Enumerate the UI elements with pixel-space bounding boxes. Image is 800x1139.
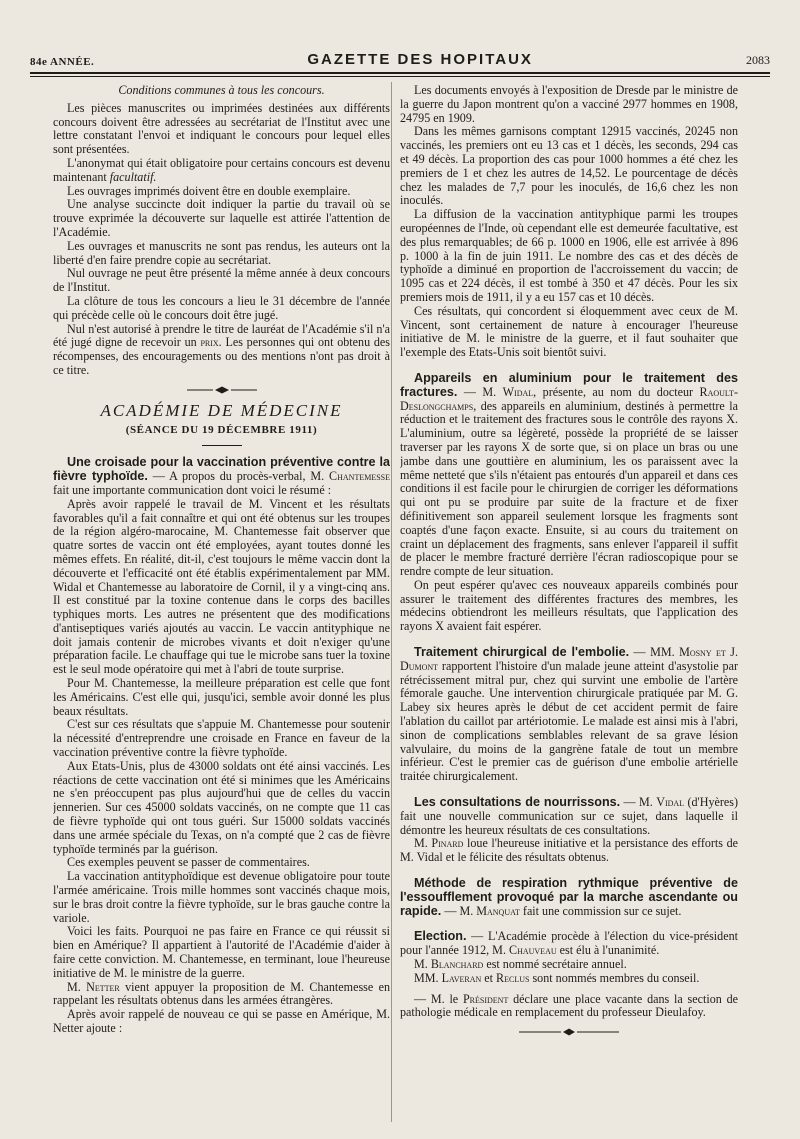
paragraph: Une analyse succincte doit indiquer la partie du travail où se trouve exprimée la découverte sur laquelle est attirée l'attention de l'Académie. xyxy=(53,197,390,239)
paragraph: Après avoir rappelé le travail de M. Vincent et les résultats favorables qu'il a fait connaître et qui ont été obtenus sur les troupes de la région algéro-marocaine, M. Chantemesse fait observer que quatre sortes de vaccin ont été employées, ayant toutes donné les mêmes effets. En réalité, dit-il, c'est toujours le même vaccin dont la découverte et l'efficacité ont été établis expérimentalement par MM. Widal et Chantemesse au laboratoire de Cornil, il y a vingt-cinq ans. Il est constitué par la toxine contenue dans le corps des bacilles typhiques morts. Les autres ne présentent que des modifications d'antiseptiques variés ajoutés au vaccin. Le vaccin antityphique ne doit jamais contenir de microbes vivants et doit n'exiger qu'une préparation facile. Le chauffage qui tue le microbe sans tuer la toxine est le seul mode opératoire qui met à l'abri de toute surprise. xyxy=(53,496,390,677)
paragraph xyxy=(400,993,738,1021)
text: — MM. xyxy=(629,645,680,660)
text: L'anonymat qui était obligatoire pour certains concours est devenu maintenant xyxy=(53,155,390,184)
text: est nommé secrétaire annuel. xyxy=(483,957,627,972)
paragraph xyxy=(53,323,390,378)
text: — M. xyxy=(620,795,657,810)
page-header xyxy=(30,44,770,68)
text: et xyxy=(481,970,497,985)
text: vient appuyer la proposition de M. Chantemesse en rappelant les résultats obtenus dans les armées étrangères. xyxy=(53,979,390,1008)
paragraph xyxy=(53,157,390,185)
right-column xyxy=(400,84,738,1124)
text: fait une importante communication dont voici le résumé : xyxy=(53,482,332,497)
text: rapportent l'histoire d'un malade jeune atteint d'asystolie par rétrécissement mitral pur, chez qui survint une embolie de l'artère fémorale gauche. Une intervention chirurgicale pratiquée par M. G. Labey six heures après le début de cet accident permit de faire l'ablation du caillot par artériotomie. Le malade est ainsi mis à l'abri, sinon de complications semblables relevant de sa grave lésion valvulaire, du moins de la gangrène fatale de tout un membre inférieur. C'est le premier cas de guérison d'une embolie artérielle traitée chirurgicalement. xyxy=(400,658,738,784)
author-name: Vidal xyxy=(656,795,685,810)
text: déclare une place vacante dans la section de pathologie médicale en remplacement du professeur Dieulafoy. xyxy=(400,991,738,1020)
author-name: Laveran xyxy=(441,970,482,985)
session-date: (SÉANCE DU 19 DÉCEMBRE 1911) xyxy=(125,423,318,436)
emphasis: facultatif. xyxy=(109,169,157,184)
ornament-divider xyxy=(187,386,257,394)
author-name: Pinard xyxy=(431,836,464,851)
edition-label: 84e ANNÉE. xyxy=(30,56,95,68)
article-heading: Méthode de respiration rythmique préventive de l'essoufflement provoqué par la marche ascendante ou rapide. xyxy=(400,876,738,918)
header-rule xyxy=(30,72,770,74)
section-title: ACADÉMIE DE MÉDECINE xyxy=(100,400,343,420)
text: M. xyxy=(414,957,431,972)
paragraph: C'est sur ces résultats que s'appuie M. Chantemesse pour soutenir la nécessité d'entreprendre une croisade en France en faveur de la vaccination préventive contre la fièvre typhoïde. xyxy=(53,717,390,760)
article-lead xyxy=(400,930,738,958)
small-caps-word: prix xyxy=(200,335,219,350)
text: M. xyxy=(67,979,87,994)
author-name: Reclus xyxy=(496,970,530,985)
text: — M. xyxy=(457,384,503,399)
paragraph: Pour M. Chantemesse, la meilleure préparation est celle que font les Américains. C'est elle qui, jusqu'ici, semble avoir donné les plus beaux résultats. xyxy=(53,676,390,718)
author-name: Manquat xyxy=(476,903,520,918)
author-name: Netter xyxy=(86,979,120,994)
paragraph xyxy=(53,981,390,1009)
text: est élu à l'unanimité. xyxy=(556,943,660,958)
column-divider xyxy=(391,82,392,1122)
text: , présente, au nom du docteur xyxy=(533,384,700,399)
journal-title: GAZETTE DES HOPITAUX xyxy=(307,51,533,68)
article-heading: Traitement chirurgical de l'embolie. xyxy=(414,645,630,660)
text: — M. xyxy=(441,903,477,918)
text: (d'Hyères) fait une nouvelle communication sur ce sujet, dans laquelle il démontre les heureux résultats de ces consultations. xyxy=(400,795,738,837)
left-column xyxy=(53,84,390,1124)
text: — A propos du procès-verbal, M. xyxy=(147,469,330,484)
page-number: 2083 xyxy=(745,53,770,67)
author-name: Raoult-Deslongchamps xyxy=(400,384,738,413)
paragraph: Ces exemples peuvent se passer de commentaires. xyxy=(67,855,310,870)
paragraph: Les pièces manuscrites ou imprimées destinées aux différents concours doivent être adressées au secrétariat de l'Institut avec une lettre constatant l'envoi et indiquant le concours pour lequel elles sont présentées. xyxy=(53,100,390,157)
article-lead xyxy=(400,877,738,918)
text: fait une commission sur ce sujet. xyxy=(519,903,682,918)
paragraph: La diffusion de la vaccination antityphique parmi les troupes européennes de l'Inde, où cependant elle est demeurée facultative, est des plus remarquables; de 66 p. 1000 en 1906, elle est arrivée à 896 p. 1000 à la fin de juin 1911. Le nombre des cas et des décès de typhoïde a diminué en proportion de l'accroissement du vaccin; de 1095 cas et 224 décès, il est tombé à 350 et 47 décès. Pour les six premiers mois de 1911, il y a eu 157 cas et 10 décès. xyxy=(400,207,738,304)
paragraph: La clôture de tous les concours a lieu le 31 décembre de l'année qui précède celle où le concours doit être jugé. xyxy=(53,293,390,322)
article-heading: Une croisade pour la vaccination préventive contre la fièvre typhoïde. xyxy=(53,455,390,484)
paragraph: La vaccination antityphoïdique est devenue obligatoire pour toute l'armée américaine. Trois mille hommes sont vaccinés chaque mois, sur le bras droit contre la fièvre typhoïde, sur le bras gauche contre la variole. xyxy=(53,869,390,925)
header-rule-thin xyxy=(30,76,770,77)
text: sont nommés membres du conseil. xyxy=(529,970,700,985)
paragraph xyxy=(400,972,738,986)
ornament-divider xyxy=(519,1028,619,1036)
paragraph: Voici les faits. Pourquoi ne pas faire en France ce qui réussit si bien en Amérique? Il appartient à l'autorité de l'Académie d'aider à faire cette conviction. M. Chantemesse, en terminant, loue l'heureuse initiative de M. le ministre de la guerre. xyxy=(53,924,390,980)
text: , des appareils en aluminium, destinés à permettre la réduction et le traitement des fractures sous le contrôle des rayons X. L'aluminium, outre sa légèreté, possède la propriété de se laisser traverser par les rayons X de sorte que, si on place un bras ou une jambe dans une gouttière en aluminium, les os paraissent avec la même netteté que s'ils n'étaient pas entourés d'un appareil et dans ces conditions il est facile pour le chirurgien de corriger les déformations qui ont pu se produire par suite de la fracture et de fixer définitivement son appareil seulement lorsque les fragments sont coaptés d'une façon exacte. Ensuite, si au cours du traitement on craint un déplacement des fragments, sans enlever l'appareil il suffit de placer le membre fracturé derrière l'écran radioscopique pour se rendre compte de leur situation. xyxy=(400,398,738,579)
text: MM. xyxy=(414,970,442,985)
paragraph: Après avoir rappelé de nouveau ce qui se passe en Amérique, M. Netter ajoute : xyxy=(53,1007,390,1035)
paragraph: Nul ouvrage ne peut être présenté la même année à deux concours de l'Institut. xyxy=(53,266,390,295)
text: — L'Académie procède à l'élection du vice-président pour l'année 1912, M. xyxy=(400,929,738,958)
author-name: Chantemesse xyxy=(329,469,390,484)
paragraph: Dans les mêmes garnisons comptant 12915 vaccinés, 20245 non vaccinés, les premiers ont eu 13 cas et 1 décès, les seconds, 294 cas et 49 décès. La proportion des cas pour 1000 hommes a été chez les premiers de 1 et chez les autres de 14,52. Le pourcentage de décès chez les malades de 7,7 pour les inoculés, de 16,6 chez les non inoculés. xyxy=(400,124,738,208)
article-lead xyxy=(400,372,738,579)
short-rule xyxy=(202,445,242,446)
paragraph: Les ouvrages et manuscrits ne sont pas rendus, les auteurs ont la liberté d'en faire prendre copie au secrétariat. xyxy=(53,238,390,267)
paragraph xyxy=(400,837,738,865)
text: — M. le xyxy=(414,991,463,1006)
paragraph: Les ouvrages imprimés doivent être en double exemplaire. xyxy=(67,183,351,198)
conditions-title: Conditions communes à tous les concours. xyxy=(118,84,325,97)
author-name: Widal xyxy=(502,384,534,399)
author-name: Mosny et J. Dumont xyxy=(400,645,738,673)
paragraph: On peut espérer qu'avec ces nouveaux appareils combinés pour assurer le traitement des différentes fractures des membres, les médecins obtiendront les meilleurs résultats, que l'application des rayons X avaient fait espérer. xyxy=(400,577,738,634)
author-name: Président xyxy=(462,991,509,1006)
article-heading: Appareils en aluminium pour le traitement des fractures. xyxy=(400,370,738,399)
article-lead xyxy=(400,796,738,837)
article-lead xyxy=(400,646,738,784)
author-name: Chauveau xyxy=(509,943,557,958)
paragraph: Ces résultats, qui concordent si éloquemment avec ceux de M. Vincent, sont certainement de nature à encourager l'heureuse initiative de M. le ministre de la guerre, et il faut souhaiter que l'exemple des Etats-Unis soit bientôt suivi. xyxy=(400,303,738,360)
text: . Les personnes qui ont obtenu des récompenses, des encouragements ou des mentions n'ont pas droit à ce titre. xyxy=(53,335,390,377)
article-heading: Les consultations de nourrissons. xyxy=(414,795,621,810)
text: loue l'heureuse initiative et la persistance des efforts de M. Vidal et le félicite des résultats obtenus. xyxy=(400,836,738,865)
text: Nul n'est autorisé à prendre le titre de lauréat de l'Académie s'il n'a été jugé digne de recevoir un xyxy=(53,321,390,350)
paragraph xyxy=(400,958,738,972)
paragraph: Les documents envoyés à l'exposition de Dresde par le ministre de la guerre du Japon montrent qu'on a vacciné 2977 hommes en 1908, 24795 en 1909. xyxy=(400,84,738,125)
article-heading: Election. xyxy=(414,929,467,944)
text: M. xyxy=(414,836,432,851)
article-lead xyxy=(53,456,390,497)
paragraph: Aux Etats-Unis, plus de 43000 soldats ont été ainsi vaccinés. Les réactions de cette vaccination ont été si minimes que les Américains ne s'en préoccupent pas plus aujourd'hui que de celles du vaccin jennerien. Sur ces 45000 soldats vaccinés, on ne compte que 11 cas de fièvre typhoïde qui ont tous guéri. Sur 15000 soldats vaccinés dans une armée spéciale du Texas, on n'a compté que 2 cas de fièvre typhoïde terminés par la guérison. xyxy=(53,758,390,856)
author-name: Blanchard xyxy=(430,957,484,972)
